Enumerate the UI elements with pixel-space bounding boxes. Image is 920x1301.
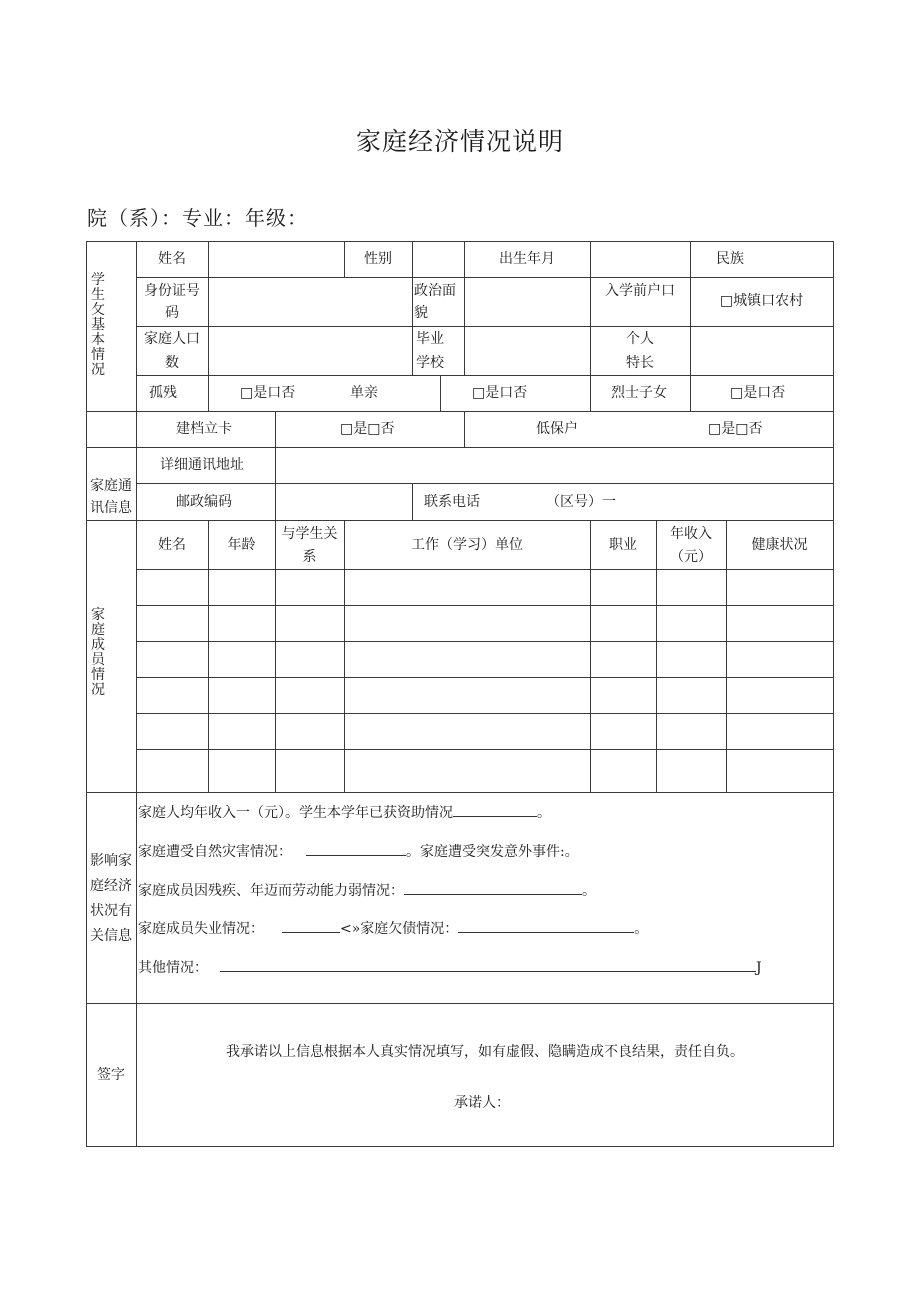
disaster-text: 家庭遭受自然灾害情况： <box>138 844 292 860</box>
low-income-label: 低保户 <box>536 421 578 437</box>
disability-text: 家庭成员因残疾、年迈而劳动能力弱情况： <box>138 883 404 899</box>
col-divider <box>690 375 691 411</box>
section-economic-label-line1: 影响家 <box>90 853 132 869</box>
martyr-child-options[interactable]: □是口否 <box>730 385 786 401</box>
page-title: 家庭经济情况说明 <box>355 127 564 156</box>
gender-label: 性别 <box>364 251 392 267</box>
martyr-child-label: 烈士子女 <box>611 385 667 401</box>
row-divider <box>86 447 834 448</box>
birth-date-label: 出生年月 <box>499 251 555 267</box>
disability-end: 。 <box>582 883 596 899</box>
aid-blank[interactable] <box>453 802 537 817</box>
section-signature-label: 签字 <box>97 1067 125 1083</box>
income-aid-end: 。 <box>537 805 551 821</box>
row-divider <box>136 605 834 606</box>
id-number-label-line2: 码 <box>165 305 179 321</box>
member-income-header-line2: （元） <box>670 549 712 565</box>
row-divider <box>136 677 834 678</box>
single-parent-label: 单亲 <box>350 385 378 401</box>
col-divider <box>412 241 413 375</box>
row-divider <box>136 375 834 376</box>
border-left <box>86 241 87 1147</box>
border-top <box>86 241 834 242</box>
accident-text: 。家庭遭受突发意外事件:。 <box>406 844 579 860</box>
col-divider <box>275 447 276 520</box>
member-name-header: 姓名 <box>158 537 186 553</box>
disability-blank[interactable] <box>404 880 582 895</box>
family-size-label-line2: 数 <box>165 355 179 371</box>
family-size-label-line1: 家庭人口 <box>144 331 200 347</box>
low-income-options[interactable]: □是□否 <box>708 421 763 437</box>
graduate-school-label-line1: 毕业 <box>416 331 444 347</box>
ethnicity-label: 民族 <box>716 251 744 267</box>
registered-poverty-options[interactable]: □是□否 <box>340 421 395 437</box>
row-divider <box>136 483 834 484</box>
row-divider <box>136 713 834 714</box>
hukou-label: 入学前户口 <box>605 283 675 299</box>
graduate-school-label-line2: 学校 <box>416 355 444 371</box>
border-bottom <box>86 1146 834 1147</box>
row-divider <box>86 520 834 521</box>
section-label-divider <box>136 241 137 1147</box>
section-contact-label-line1: 家庭通 <box>90 478 132 494</box>
col-divider <box>726 520 727 792</box>
commitment-statement: 我承诺以上信息根据本人真实情况填写，如有虚假、隐瞒造成不良结果，责任自负。 <box>226 1044 744 1060</box>
col-divider <box>208 520 209 792</box>
orphan-disabled-options[interactable]: □是口否 <box>240 385 296 401</box>
postcode-label: 邮政编码 <box>176 494 232 510</box>
name-label: 姓名 <box>158 251 186 267</box>
col-divider <box>464 411 465 447</box>
section-economic-label-line4: 关信息 <box>90 928 132 944</box>
area-code-hint: （区号）一 <box>546 494 616 510</box>
phone-label: 联系电话 <box>424 494 480 510</box>
col-divider <box>208 241 209 375</box>
other-end: J <box>756 960 762 976</box>
disaster-blank[interactable] <box>306 841 406 856</box>
member-workplace-header: 工作（学习）单位 <box>411 537 523 553</box>
registered-poverty-label: 建档立卡 <box>176 421 232 437</box>
row-divider <box>136 749 834 750</box>
specialty-label-line2: 特长 <box>626 355 654 371</box>
member-relation-header-line2: 系 <box>302 549 317 565</box>
section-family-members-label: 家庭成员情况 <box>91 607 105 698</box>
income-aid-text: 家庭人均年收入一（元）。学生本学年已获资助情况 <box>138 805 453 821</box>
section-economic-label-line3: 状况有 <box>90 903 132 919</box>
orphan-disabled-label: 孤残 <box>149 385 177 401</box>
debt-blank[interactable] <box>458 918 634 933</box>
unemployment-debt-line <box>138 918 648 940</box>
section-economic-label-line2: 庭经济 <box>90 878 132 894</box>
member-occupation-header: 职业 <box>609 537 637 553</box>
other-line <box>138 957 762 979</box>
col-divider <box>440 375 441 411</box>
row-divider <box>86 411 834 412</box>
political-status-label-line1: 政治面 <box>414 283 456 299</box>
single-parent-options[interactable]: □是口否 <box>472 385 528 401</box>
member-age-header: 年龄 <box>227 537 256 553</box>
other-blank[interactable] <box>220 957 756 972</box>
other-text: 其他情况： <box>138 960 208 976</box>
disability-line <box>138 880 596 902</box>
member-health-header: 健康状况 <box>751 537 808 553</box>
row-divider <box>136 326 834 327</box>
department-major-grade-line: 院（系）：专业：年级： <box>87 206 308 230</box>
income-aid-line <box>138 802 551 824</box>
row-divider <box>136 277 834 278</box>
col-divider <box>208 375 209 411</box>
unemployment-text: 家庭成员失业情况： <box>138 921 264 937</box>
row-divider <box>136 641 834 642</box>
id-number-label-line1: 身份证号 <box>144 283 200 299</box>
col-divider <box>590 520 591 792</box>
col-divider <box>275 411 276 447</box>
row-divider <box>136 569 834 570</box>
col-divider <box>412 483 413 520</box>
member-relation-header-line1: 与学生关 <box>281 526 338 542</box>
address-label: 详细通讯地址 <box>160 457 244 473</box>
debt-text: <»家庭欠债情况： <box>340 921 459 937</box>
disaster-line <box>138 841 579 863</box>
col-divider <box>344 520 345 792</box>
member-income-header-line1: 年收入 <box>670 526 712 542</box>
debt-end: 。 <box>634 921 649 937</box>
section-contact-label-line2: 讯信息 <box>90 500 132 516</box>
row-divider <box>86 792 834 793</box>
row-divider <box>86 1003 834 1004</box>
col-divider <box>590 375 591 411</box>
specialty-label-line1: 个人 <box>626 331 654 347</box>
signer-label: 承诺人： <box>454 1095 510 1111</box>
border-right <box>833 241 834 1147</box>
hukou-options[interactable]: □城镇口农村 <box>719 293 804 309</box>
political-status-label-line2: 貌 <box>414 305 428 321</box>
unemployment-blank[interactable] <box>282 918 340 933</box>
section-basic-info-label: 学生攵基本情况 <box>91 272 105 378</box>
